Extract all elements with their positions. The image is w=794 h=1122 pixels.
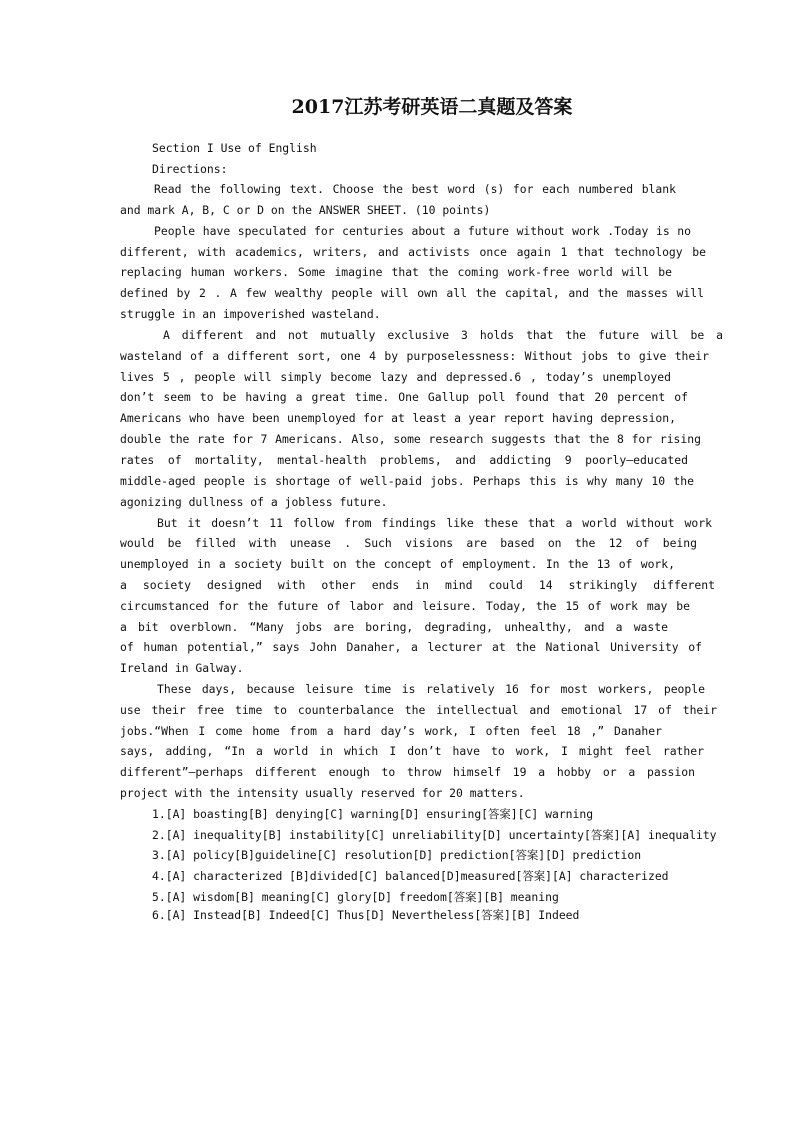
paragraph-line: of human potential,” says John Danaher, a lecturer at the National University of [120, 640, 702, 654]
paragraph-line: double the rate for 7 Americans. Also, some research suggests that the 8 for rising [120, 432, 701, 446]
paragraph-line: jobs.“When I come home from a hard day’s work, I often feel 18 ,” Danaher [120, 724, 662, 738]
answer-item: 3.[A] policy[B]guideline[C] resolution[D] prediction[答案][D] prediction [152, 848, 642, 862]
paragraph-line: unemployed in a society built on the concept of employment. In the 13 of work, [120, 557, 675, 571]
directions-label: Directions: [152, 162, 228, 176]
directions-line: Read the following text. Choose the best word (s) for each numbered blank [154, 182, 676, 196]
paragraph-line: rates of mortality, mental-health problems, and addicting 9 poorly—educated [120, 453, 688, 467]
paragraph-line: Ireland in Galway. [120, 661, 244, 675]
directions-line: and mark A, B, C or D on the ANSWER SHEET. (10 points) [120, 203, 491, 217]
paragraph-line: These days, because leisure time is relatively 16 for most workers, people [157, 682, 705, 696]
paragraph-line: Americans who have been unemployed for at least a year report having depression, [120, 411, 676, 425]
answer-item: 1.[A] boasting[B] denying[C] warning[D] ensuring[答案][C] warning [152, 807, 594, 821]
paragraph-line: project with the intensity usually reserved for 20 matters. [120, 786, 525, 800]
paragraph-line: a bit overblown. “Many jobs are boring, degrading, unhealthy, and a waste [120, 620, 668, 634]
answer-item: 5.[A] wisdom[B] meaning[C] glory[D] freedom[答案][B] meaning [152, 890, 559, 904]
answer-item: 6.[A] Instead[B] Indeed[C] Thus[D] Nevertheless[答案][B] Indeed [152, 908, 580, 922]
answer-item: 4.[A] characterized [B]divided[C] balanced[D]measured[答案][A] characterized [152, 869, 669, 883]
paragraph-line: middle-aged people is shortage of well-paid jobs. Perhaps this is why many 10 the [120, 474, 694, 488]
paragraph-line: don’t seem to be having a great time. One Gallup poll found that 20 percent of [120, 390, 688, 404]
paragraph-line: struggle in an impoverished wasteland. [120, 307, 381, 321]
paragraph-line: says, adding, “In a world in which I don’t have to work, I might feel rather [120, 744, 704, 758]
answer-item: 2.[A] inequality[B] instability[C] unreliability[D] uncertainty[答案][A] inequality [152, 828, 717, 842]
paragraph-line: circumstanced for the future of labor and leisure. Today, the 15 of work may be [120, 599, 690, 613]
paragraph-line: wasteland of a different sort, one 4 by purposelessness: Without jobs to give their [120, 349, 709, 363]
paragraph-line: different”—perhaps different enough to throw himself 19 a hobby or a passion [120, 765, 695, 779]
paragraph-line: would be filled with unease . Such visions are based on the 12 of being [120, 536, 697, 550]
paragraph-line: lives 5 , people will simply become lazy and depressed.6 , today’s unemployed [120, 370, 671, 384]
section-heading: Section I Use of English [152, 141, 317, 155]
paragraph-line: But it doesn’t 11 follow from findings like these that a world without work [157, 516, 712, 530]
paragraph-line: use their free time to counterbalance the intellectual and emotional 17 of their [120, 703, 717, 717]
page-title: 2017江苏考研英语二真题及答案 [291, 96, 573, 118]
paragraph-line: replacing human workers. Some imagine that the coming work-free world will be [120, 265, 672, 279]
paragraph-line: agonizing dullness of a jobless future. [120, 495, 388, 509]
paragraph-line: different, with academics, writers, and activists once again 1 that technology be [120, 245, 706, 259]
paragraph-line: People have speculated for centuries about a future without work .Today is no [154, 224, 691, 238]
paragraph-line: defined by 2 . A few wealthy people will own all the capital, and the masses will [120, 286, 704, 300]
paragraph-line: a society designed with other ends in mind could 14 strikingly different [120, 578, 715, 592]
paragraph-line: A different and not mutually exclusive 3 holds that the future will be a [163, 328, 723, 342]
